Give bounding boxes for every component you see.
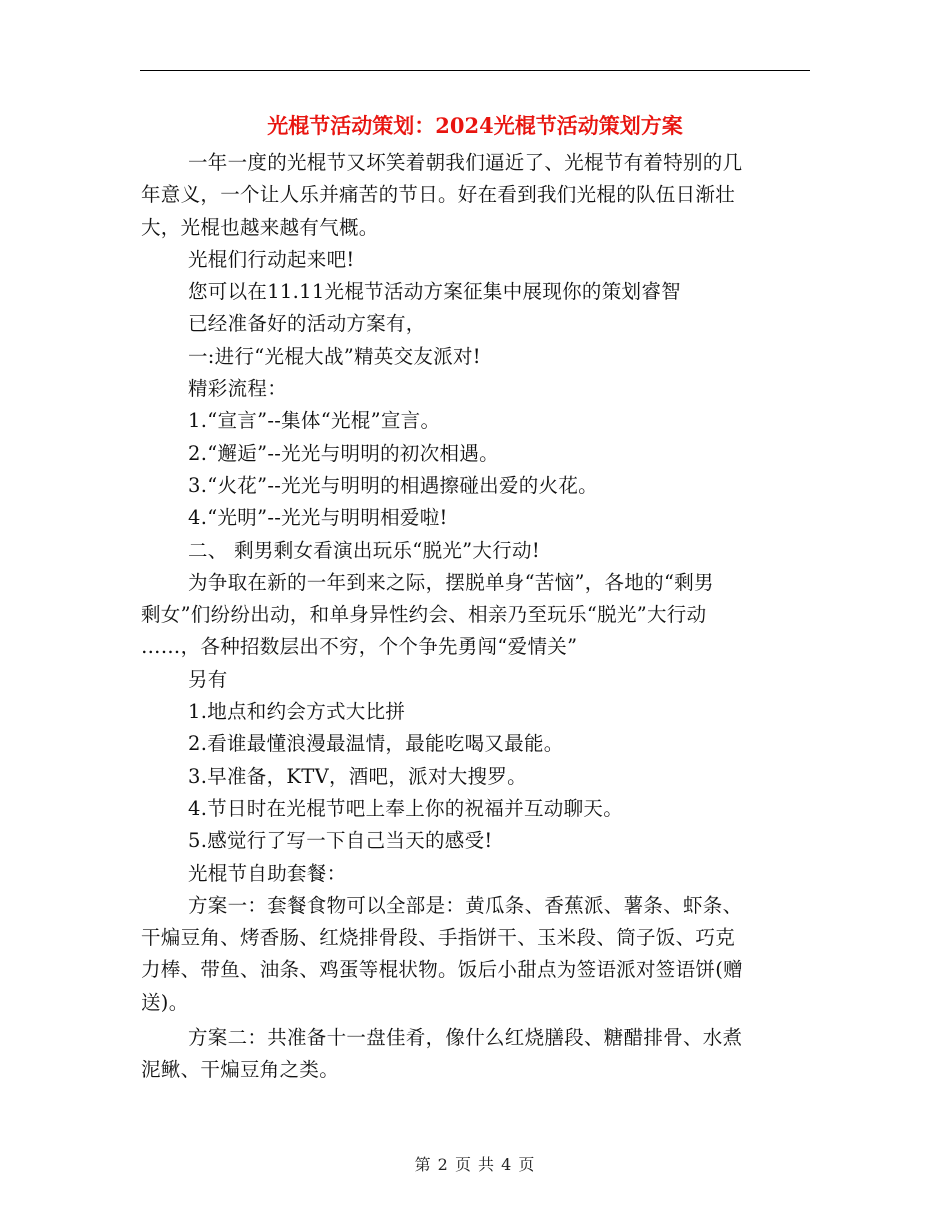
text-line: 年意义，一个让人乐并痛苦的节日。好在看到我们光棍的队伍日渐壮 — [141, 183, 736, 207]
list-item: 2.看谁最懂浪漫最温情，最能吃喝又最能。 — [188, 732, 564, 756]
text-line: 力棒、带鱼、油条、鸡蛋等棍状物。饭后小甜点为签语派对签语饼(赠 — [141, 958, 743, 982]
header-rule — [140, 70, 810, 71]
text-line: 一年一度的光棍节又坏笑着朝我们逼近了、光棍节有着特别的几 — [188, 151, 743, 174]
list-item: 1.地点和约会方式大比拼 — [188, 700, 406, 724]
document-body — [141, 147, 811, 1087]
text-line: 送)。 — [141, 990, 189, 1014]
list-item: 3.“火花”--光光与明明的相遇擦碰出爱的火花。 — [188, 473, 598, 497]
paragraph — [141, 1022, 811, 1087]
text-line: 泥鳅、干煸豆角之类。 — [141, 1058, 340, 1082]
text-line: 您可以在11.11光棍节活动方案征集中展现你的策划睿智 — [188, 280, 681, 304]
paragraph — [141, 147, 811, 244]
document-title: 光棍节活动策划：2024光棍节活动策划方案 — [267, 113, 683, 138]
text-line: 剩女”们纷纷出动，和单身异性约会、相亲乃至玩乐“脱光”大行动 — [141, 603, 707, 627]
paragraph — [141, 567, 811, 664]
text-line: 为争取在新的一年到来之际，摆脱单身“苦恼”，各地的“剩男 — [188, 570, 714, 594]
text-line: 另有 — [188, 667, 228, 691]
text-line: 精彩流程： — [188, 377, 288, 401]
list-item: 4.“光明”--光光与明明相爱啦! — [188, 506, 448, 530]
text-line: 光棍们行动起来吧! — [188, 247, 355, 271]
text-line: ……，各种招数层出不穷，个个争先勇闯“爱情关” — [141, 635, 578, 659]
list-item: 5.感觉行了写一下自己当天的感受! — [188, 829, 493, 853]
text-line: 大，光棍也越来越有气概。 — [141, 215, 379, 239]
text-line: 方案一：套餐食物可以全部是：黄瓜条、香蕉派、薯条、虾条、 — [188, 893, 743, 917]
text-line: 一:进行“光棍大战”精英交友派对! — [188, 344, 481, 368]
list-item: 3.早准备，KTV，酒吧，派对大搜罗。 — [188, 764, 527, 788]
list-item: 1.“宣言”--集体“光棍”宣言。 — [188, 409, 441, 433]
section-heading: 光棍节自助套餐： — [188, 861, 347, 885]
text-line: 方案二：共准备十一盘佳肴，像什么红烧膳段、糖醋排骨、水煮 — [188, 1026, 743, 1050]
section-heading: 二、 剩男剩女看演出玩乐“脱光”大行动! — [188, 538, 540, 562]
paragraph — [141, 890, 811, 1019]
text-line: 干煸豆角、烤香肠、红烧排骨段、手指饼干、玉米段、筒子饭、巧克 — [141, 926, 736, 950]
text-line: 已经准备好的活动方案有， — [188, 312, 426, 336]
list-item: 2.“邂逅”--光光与明明的初次相遇。 — [188, 441, 499, 465]
list-item: 4.节日时在光棍节吧上奉上你的祝福并互动聊天。 — [188, 796, 624, 820]
page-number: 第 2 页 共 4 页 — [414, 1155, 536, 1174]
